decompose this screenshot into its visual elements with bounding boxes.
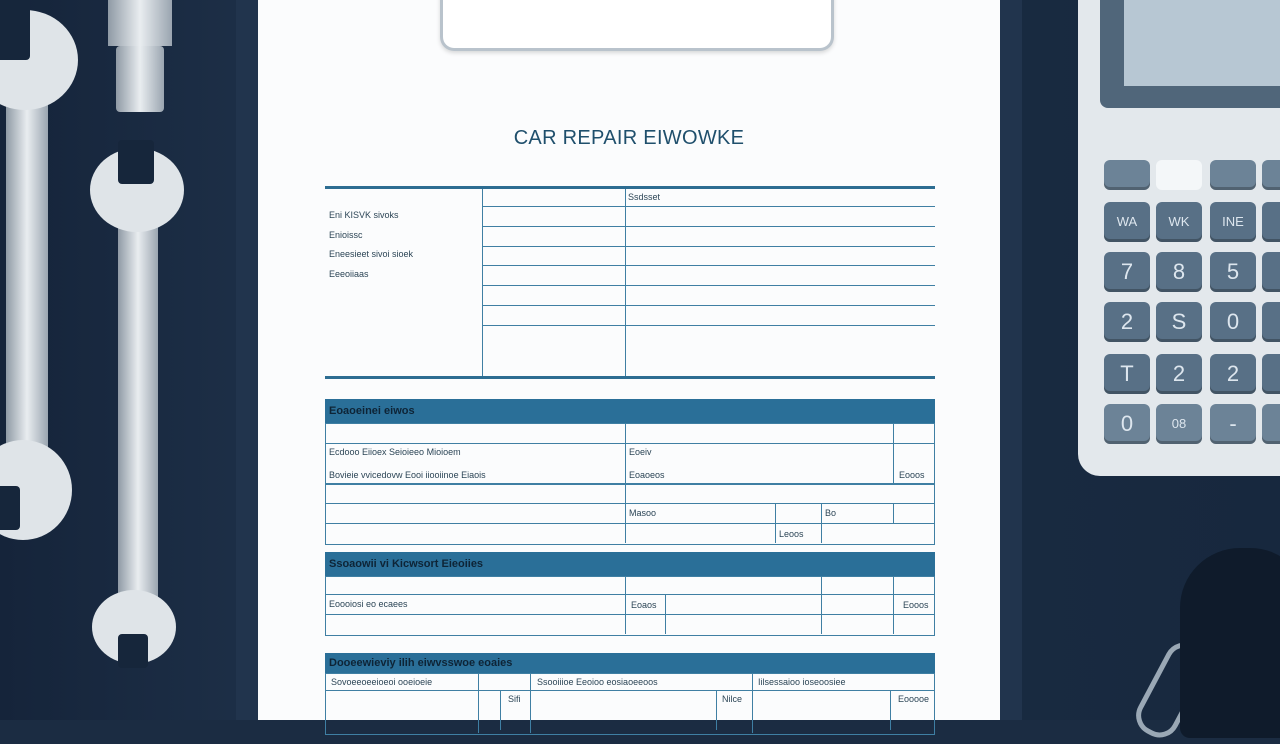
field-label: Eni KISVK sivoks bbox=[329, 210, 399, 220]
top-table-line bbox=[482, 285, 935, 286]
subtotal-label: Masoo bbox=[629, 508, 657, 518]
top-table-line bbox=[482, 226, 935, 227]
notes-column-header: Sovoeeoeeioeoi ooeioeie bbox=[331, 677, 433, 687]
calc-key[interactable]: 08 bbox=[1156, 404, 1202, 444]
table-line bbox=[325, 594, 935, 595]
table-divider bbox=[821, 503, 822, 543]
parts-table bbox=[325, 576, 935, 636]
calc-key[interactable]: S bbox=[1156, 302, 1202, 342]
car-key-fob bbox=[1180, 548, 1280, 738]
top-table-line bbox=[482, 246, 935, 247]
top-table-divider bbox=[625, 189, 626, 377]
table-line bbox=[325, 614, 935, 615]
parts-row-value: Eoaos bbox=[631, 600, 657, 610]
top-table-line bbox=[482, 325, 935, 326]
calc-key[interactable]: 2 bbox=[1104, 302, 1150, 342]
calc-key[interactable]: - bbox=[1210, 404, 1256, 444]
table-divider bbox=[890, 690, 891, 730]
table-divider bbox=[530, 673, 531, 733]
calc-key[interactable]: 0 bbox=[1210, 302, 1256, 342]
table-divider bbox=[893, 576, 894, 634]
section-header-labor bbox=[325, 399, 935, 423]
table-divider bbox=[716, 690, 717, 730]
table-divider bbox=[893, 423, 894, 483]
labor-row-amount: Eooos bbox=[899, 470, 925, 480]
desk-divider-right bbox=[1000, 0, 1022, 720]
section-header-parts bbox=[325, 552, 935, 576]
invoice-title: CAR REPAIR EIWOWKE bbox=[513, 127, 745, 149]
table-line bbox=[325, 503, 935, 504]
labor-row-value: Eoaoeos bbox=[629, 470, 665, 480]
calc-key[interactable]: 0 bbox=[1104, 404, 1150, 444]
top-table-line bbox=[482, 206, 935, 207]
section-heading: Ssoaowii vi Kicwsort Eieoiies bbox=[329, 558, 484, 570]
table-divider bbox=[821, 576, 822, 634]
calculator-display bbox=[1124, 0, 1280, 86]
section-heading: Dooeewieviy ilih eiwvsswoe eoaies bbox=[329, 657, 513, 669]
notes-column-header: Sifi bbox=[508, 694, 521, 704]
notes-column-header: Iilsessaioo ioseoosiee bbox=[758, 677, 846, 687]
labor-row-label: Bovieie vvicedovw Eooi iiooiinoe Eiaois bbox=[329, 470, 486, 480]
field-label: Enioissc bbox=[329, 230, 363, 240]
table-line bbox=[325, 523, 935, 524]
table-divider bbox=[775, 503, 776, 543]
parts-row-label: Eoooiosi eo ecaees bbox=[329, 599, 408, 609]
table-line bbox=[325, 690, 935, 691]
field-label: Eeeoiiaas bbox=[329, 269, 369, 279]
field-label: Eneesieet sivoi sioek bbox=[329, 249, 414, 259]
top-table-header: Ssdsset bbox=[628, 192, 661, 202]
calc-key[interactable]: WA bbox=[1104, 202, 1150, 242]
top-table-line bbox=[482, 305, 935, 306]
labor-row-value: Eoeiv bbox=[629, 447, 652, 457]
labor-row-label: Ecdooo Eiioex Seioieeo Mioioem bbox=[329, 447, 461, 457]
calc-key[interactable] bbox=[1262, 302, 1280, 342]
calc-key[interactable] bbox=[1262, 202, 1280, 242]
calc-key[interactable]: WK bbox=[1156, 202, 1202, 242]
top-table-divider bbox=[482, 189, 483, 377]
table-divider bbox=[893, 503, 894, 523]
notes-column-header: Eooooe bbox=[898, 694, 930, 704]
top-table-bottom-rule bbox=[325, 376, 935, 379]
subtotal-value: Bo bbox=[825, 508, 837, 518]
parts-row-amount: Eooos bbox=[903, 600, 929, 610]
total-label: Leoos bbox=[779, 529, 804, 539]
table-divider bbox=[752, 673, 753, 733]
desk-divider-left bbox=[236, 0, 258, 720]
calc-key[interactable] bbox=[1262, 404, 1280, 444]
table-divider bbox=[478, 673, 479, 733]
table-line bbox=[325, 443, 935, 444]
calc-key[interactable] bbox=[1262, 160, 1280, 190]
calc-key[interactable]: T bbox=[1104, 354, 1150, 394]
top-table-rule bbox=[325, 186, 935, 189]
top-table-line bbox=[482, 265, 935, 266]
notes-column-header: Ssooiiioe Eeoioo eosiaoeeoos bbox=[537, 677, 658, 687]
calc-key[interactable]: INE bbox=[1210, 202, 1256, 242]
calc-key[interactable]: 7 bbox=[1104, 252, 1150, 292]
calc-key[interactable] bbox=[1104, 160, 1150, 190]
table-divider bbox=[665, 594, 666, 634]
table-divider bbox=[500, 690, 501, 730]
calc-key[interactable]: 8 bbox=[1156, 252, 1202, 292]
clipboard-clip bbox=[440, 0, 834, 51]
calc-key[interactable] bbox=[1210, 160, 1256, 190]
table-divider bbox=[625, 576, 626, 634]
table-line bbox=[325, 483, 935, 485]
notes-column-header: Nilce bbox=[722, 694, 743, 704]
section-header-notes bbox=[325, 653, 935, 673]
calc-key[interactable]: 5 bbox=[1210, 252, 1256, 292]
section-heading: Eoaoeinei eiwos bbox=[329, 405, 415, 417]
calc-key[interactable] bbox=[1156, 160, 1202, 190]
calc-key[interactable]: 2 bbox=[1156, 354, 1202, 394]
calc-key[interactable]: 2 bbox=[1210, 354, 1256, 394]
calc-key[interactable] bbox=[1262, 252, 1280, 292]
calc-key[interactable] bbox=[1262, 354, 1280, 394]
